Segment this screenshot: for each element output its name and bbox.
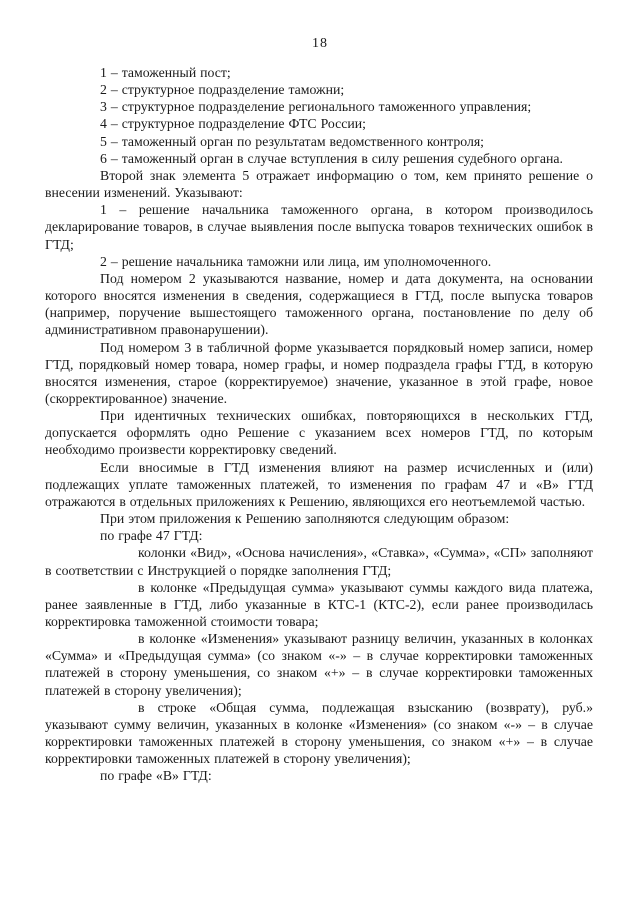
paragraph: 2 – решение начальника таможни или лица, им уполномоченного. xyxy=(100,253,492,269)
paragraph: Если вносимые в ГТД изменения влияют на размер исчисленных и (или) подлежащих уплате таможенных платежей, то изменения по графам 47 и «В» ГТД отражаются в отдельных приложениях к Решению, являющихся его неотъемлемой частью. xyxy=(45,459,593,509)
paragraph: по графе «В» ГТД: xyxy=(100,768,212,784)
page-number: 18 xyxy=(312,36,328,51)
paragraph: При идентичных технических ошибках, повторяющихся в нескольких ГТД, допускается оформлять одно Решение с указанием всех номеров ГТД, по которым необходимо произвести корректировку сведений. xyxy=(45,408,593,458)
paragraph: в колонке «Изменения» указывают разницу величин, указанных в колонках «Сумма» и «Предыдущая сумма» (со знаком «-» – в случае корректировки таможенных платежей в сторону уменьшения, со знаком «+» – в случае корректировки таможенных платежей в сторону увеличения); xyxy=(45,631,593,698)
paragraph: 6 – таможенный орган в случае вступления в силу решения судебного органа. xyxy=(100,150,563,166)
paragraph: в колонке «Предыдущая сумма» указывают суммы каждого вида платежа, ранее заявленные в ГТД, либо указанные в КТС-1 (КТС-2), если ранее производилась корректировка таможенной стоимости товара; xyxy=(45,579,593,629)
paragraph: 1 – таможенный пост; xyxy=(100,65,231,80)
document-body xyxy=(45,64,593,785)
paragraph: 3 – структурное подразделение регионального таможенного управления; xyxy=(100,99,532,115)
paragraph: 4 – структурное подразделение ФТС России; xyxy=(100,116,366,132)
paragraph: в строке «Общая сумма, подлежащая взысканию (возврату), руб.» указывают сумму величин, указанных в колонке «Изменения» (со знаком «-» – в случае корректировки таможенных платежей в сторону уменьшения, со знаком «+» – в случае корректировки таможенных платежей в сторону увеличения); xyxy=(45,699,593,767)
paragraph: Под номером 3 в табличной форме указывается порядковый номер записи, номер ГТД, порядковый номер товара, номер графы, и номер подраздела графы ГТД, в которую вносятся изменения, старое (корректируемое) значение, указанное в этой графе, новое (скорректированное) значение. xyxy=(45,339,593,406)
paragraph: 2 – структурное подразделение таможни; xyxy=(100,82,345,98)
paragraph: 1 – решение начальника таможенного органа, в котором производилось декларирование товаров, в случае выявления после выпуска товаров технических ошибок в ГТД; xyxy=(45,202,593,252)
paragraph: по графе 47 ГТД: xyxy=(100,528,203,544)
paragraph: При этом приложения к Решению заполняются следующим образом: xyxy=(100,511,510,527)
paragraph: Второй знак элемента 5 отражает информацию о том, кем принято решение о внесении изменений. Указывают: xyxy=(45,167,593,201)
paragraph: Под номером 2 указываются название, номер и дата документа, на основании которого вносятся изменения в сведения, содержащиеся в ГТД, после выпуска товаров (например, поручение вышестоящего таможенного органа, постановление по делу об административном правонарушении). xyxy=(45,270,593,338)
paragraph: колонки «Вид», «Основа начисления», «Ставка», «Сумма», «СП» заполняют в соответствии с Инструкцией о порядке заполнения ГТД; xyxy=(45,545,593,578)
paragraph: 5 – таможенный орган по результатам ведомственного контроля; xyxy=(100,133,485,149)
